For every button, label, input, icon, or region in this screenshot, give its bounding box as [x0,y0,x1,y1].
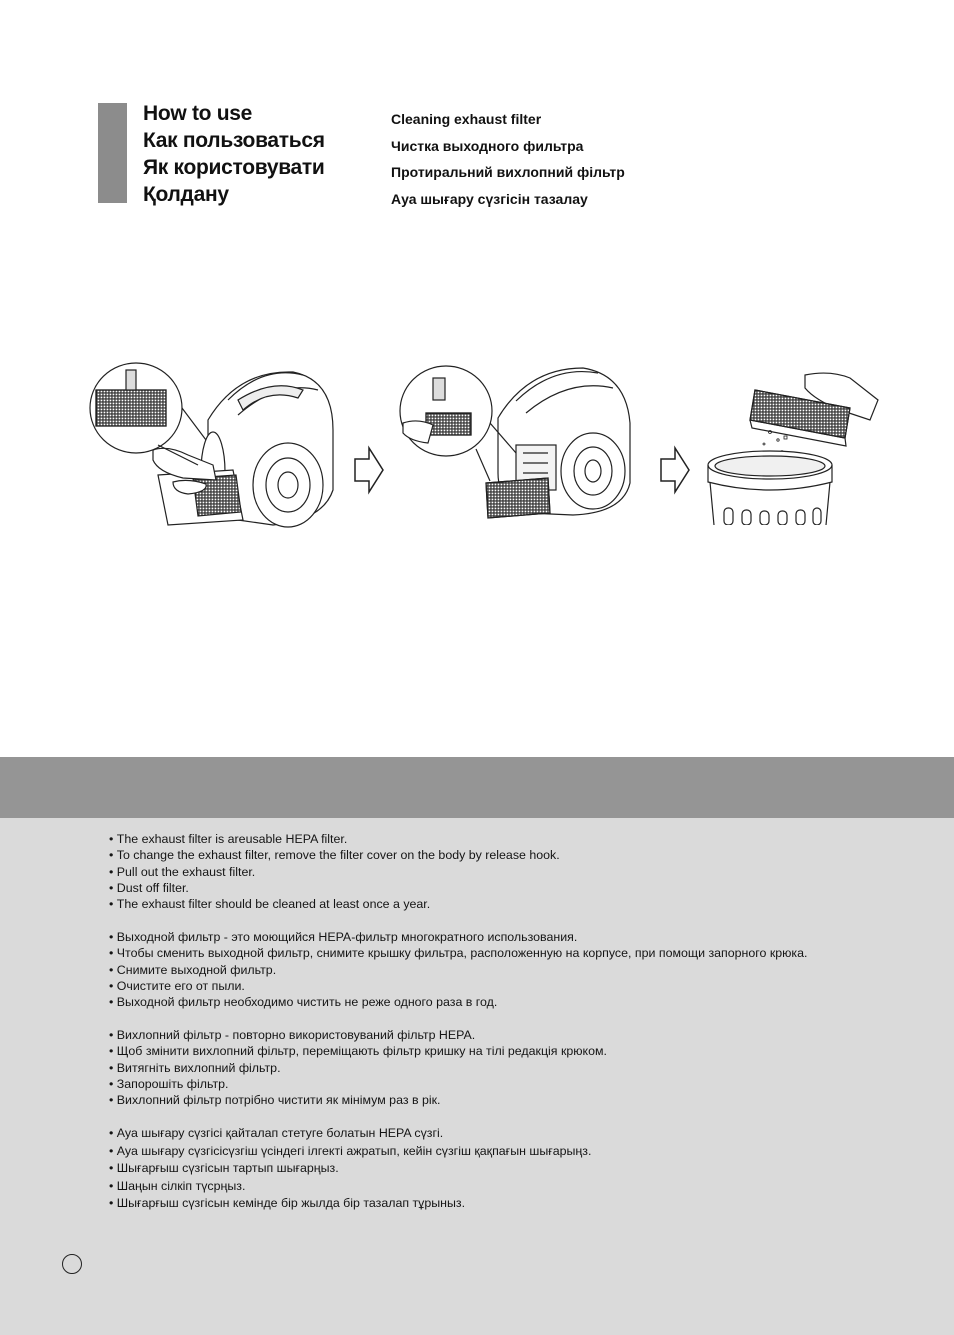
section-band-dark [0,757,954,818]
list-item: • The exhaust filter is areusable HEPA filter. [109,831,939,847]
instructions-kazakh [109,1125,939,1213]
section-titles [143,100,325,208]
list-item: • Вихлопний фільтр потрібно чистити як мінімум раз в рік. [109,1092,939,1108]
step-3-illustration [700,370,882,525]
page-number-circle [62,1254,82,1274]
title-ukrainian: Як користовувати [143,156,325,179]
subtitle-kazakh: Ауа шығару сүзгісін тазалау [391,191,588,208]
title-english: How to use [143,102,253,125]
section-side-bar [98,103,127,203]
subtitle-russian: Чистка выходного фильтра [391,137,584,154]
list-item: • To change the exhaust filter, remove the filter cover on the body by release hook. [109,847,939,863]
instructions-russian [109,929,939,1010]
subtitle-ukrainian: Протиральний вихлопний фільтр [391,164,625,181]
list-item: • Ауа шығару сүзгісісүзгіш үсіндегі ілгекті ажратып, кейін сүзгіш қақпағын шығарыңз. [109,1143,939,1161]
list-item: • Pull out the exhaust filter. [109,864,939,880]
list-item: • Шаңын сілкіп түсрңыз. [109,1178,939,1196]
arrow-right-icon [353,445,385,495]
section-subtitles [391,106,625,213]
list-item: • Запорошіть фільтр. [109,1076,939,1092]
list-item: • Снимите выходной фильтр. [109,962,939,978]
instructions [109,831,939,1213]
list-item: • Щоб змінити вихлопний фільтр, переміщають фільтр кришку на тілі редакція крюком. [109,1043,939,1059]
list-item: • Шығарғыш сүзгісын тартып шығарңыз. [109,1160,939,1178]
list-item: • The exhaust filter should be cleaned at least once a year. [109,896,939,912]
list-item: • Выходной фильтр необходимо чистить не реже одного раза в год. [109,994,939,1010]
instructions-ukrainian [109,1027,939,1108]
instructions-english [109,831,939,912]
title-kazakh: Қолдану [143,183,229,206]
list-item: • Чтобы сменить выходной фильтр, снимите крышку фильтра, расположенную на корпусе, при помощи запорного крюка. [109,945,939,961]
list-item: • Выходной фильтр - это моющийся HEPA-фильтр многократного использования. [109,929,939,945]
step-1-illustration [88,360,343,532]
title-russian: Как пользоваться [143,129,325,152]
list-item: • Шығарғыш сүзгісын кемінде бір жылда бір тазалап тұрыныз. [109,1195,939,1213]
step-2-illustration [398,363,650,523]
subtitle-english: Cleaning exhaust filter [391,111,542,127]
list-item: • Dust off filter. [109,880,939,896]
arrow-right-icon [659,445,691,495]
list-item: • Ауа шығару сүзгісі қайталап стетуге болатын HEPA сүзгі. [109,1125,939,1143]
list-item: • Витягніть вихлопний фільтр. [109,1060,939,1076]
list-item: • Вихлопний фільтр - повторно використовуваний фільтр HEPA. [109,1027,939,1043]
list-item: • Очистите его от пыли. [109,978,939,994]
